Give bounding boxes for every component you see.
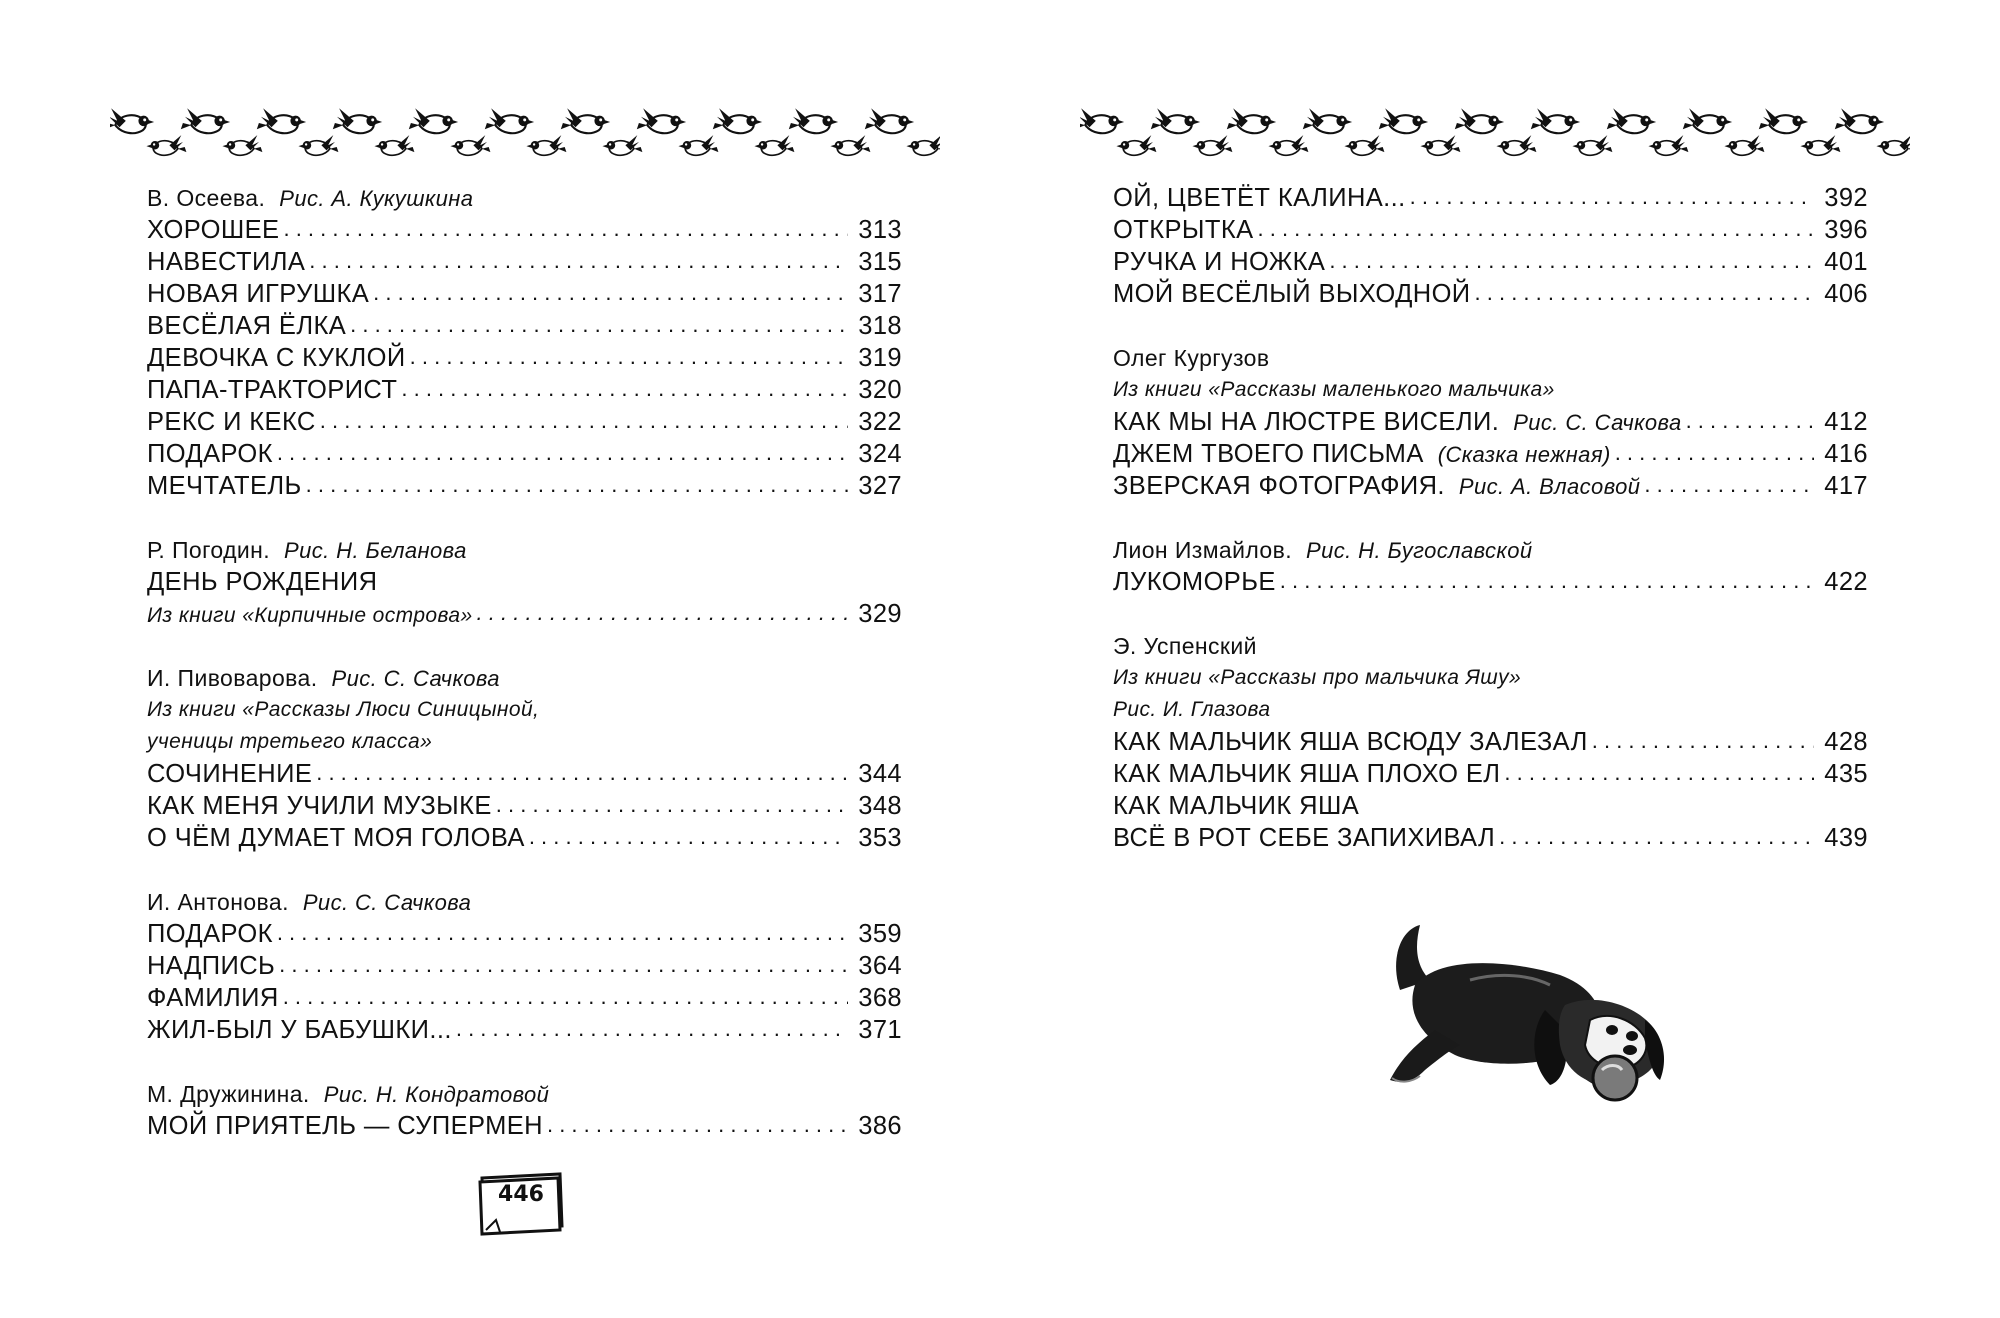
entry-title: МОЙ ВЕСЁЛЫЙ ВЫХОДНОЙ — [1113, 280, 1471, 308]
toc-entry[interactable] — [1113, 822, 1868, 854]
bird-icon — [1835, 108, 1884, 133]
toc-entry[interactable] — [147, 950, 902, 982]
bird-icon — [1151, 108, 1200, 133]
toc-entry[interactable] — [147, 470, 902, 502]
entry-title: ФАМИЛИЯ — [147, 984, 279, 1012]
bird-icon — [1303, 108, 1352, 133]
illustrator-credit: Рис. А. Кукушкина — [279, 186, 474, 211]
bird-icon — [1496, 135, 1536, 155]
bird-icon — [1268, 135, 1308, 155]
bird-icon — [257, 108, 306, 133]
book-subtitle — [147, 726, 902, 758]
entry-title: ПОДАРОК — [147, 920, 273, 948]
bird-icon — [1683, 108, 1732, 133]
entry-page-number: 344 — [858, 760, 902, 788]
toc-entry[interactable] — [147, 982, 902, 1014]
entry-page-number: 327 — [858, 472, 902, 500]
entry-title: МОЙ ПРИЯТЕЛЬ — СУПЕРМЕН — [147, 1112, 543, 1140]
bird-icon — [1379, 108, 1428, 133]
toc-entry[interactable] — [1113, 278, 1868, 310]
bird-icon — [602, 135, 642, 155]
bird-icon — [1572, 135, 1612, 155]
entry-page-number: 322 — [858, 408, 902, 436]
author-name: И. Пивоварова. — [147, 665, 318, 691]
entry-page-number: 353 — [858, 824, 902, 852]
entry-page-number: 401 — [1824, 248, 1868, 276]
entry-title: ЛУКОМОРЬЕ — [1113, 568, 1276, 596]
bird-icon — [409, 108, 458, 133]
toc-entry[interactable] — [147, 278, 902, 310]
entry-title: ХОРОШЕЕ — [147, 216, 280, 244]
bird-icon — [561, 108, 610, 133]
bird-icon — [526, 135, 566, 155]
bird-icon — [789, 108, 838, 133]
author-line — [147, 1078, 902, 1110]
author-name: И. Антонова. — [147, 889, 289, 915]
bird-icon — [1344, 135, 1384, 155]
author-name: М. Дружинина. — [147, 1081, 310, 1107]
entry-title: СОЧИНЕНИЕ — [147, 760, 313, 788]
table-of-contents-left — [147, 182, 902, 1142]
entry-note: (Сказка нежная) — [1437, 442, 1611, 467]
page-number: 446 — [498, 1182, 544, 1207]
toc-entry[interactable] — [1113, 246, 1868, 278]
entry-title: ОЙ, ЦВЕТЁТ КАЛИНА... — [1113, 184, 1406, 212]
bird-icon — [1607, 108, 1656, 133]
entry-title: НАДПИСЬ — [147, 952, 276, 980]
book-subtitle-text: Из книги «Рассказы про мальчика Яшу» — [1113, 666, 1522, 689]
illustrator-credit-text: Рис. И. Глазова — [1113, 698, 1271, 721]
entry-page-number: 392 — [1824, 184, 1868, 212]
author-name: Лион Измайлов. — [1113, 537, 1293, 563]
entry-page-number: 318 — [858, 312, 902, 340]
bird-icon — [713, 108, 762, 133]
entry-page-number: 428 — [1824, 728, 1868, 756]
bird-icon — [1648, 135, 1688, 155]
author-line — [147, 534, 902, 566]
entry-title: ВСЁ В РОТ СЕБЕ ЗАПИХИВАЛ — [1113, 824, 1496, 852]
entry-title: РЕКС И КЕКС — [147, 408, 316, 436]
bird-icon — [830, 135, 870, 155]
bird-icon — [333, 108, 382, 133]
bird-icon — [450, 135, 490, 155]
entry-title: МЕЧТАТЕЛЬ — [147, 472, 302, 500]
entry-title: ВЕСЁЛАЯ ЁЛКА — [147, 312, 347, 340]
illustrator-credit — [1113, 694, 1868, 726]
toc-entry[interactable] — [147, 342, 902, 374]
entry-note: Рис. С. Сачкова — [1513, 410, 1682, 435]
entry-page-number: 348 — [858, 792, 902, 820]
toc-entry[interactable] — [147, 758, 902, 790]
entry-title: КАК МЕНЯ УЧИЛИ МУЗЫКЕ — [147, 792, 492, 820]
entry-title: ПАПА-ТРАКТОРИСТ — [147, 376, 398, 404]
entry-title: РУЧКА И НОЖКА — [1113, 248, 1326, 276]
entry-page-number: 320 — [858, 376, 902, 404]
illustrator-credit: Рис. Н. Бугославской — [1306, 538, 1533, 563]
bird-icon — [906, 135, 940, 155]
bird-icon — [1724, 135, 1764, 155]
entry-title: ЗВЕРСКАЯ ФОТОГРАФИЯ. — [1113, 472, 1445, 500]
bird-icon — [298, 135, 338, 155]
toc-entry[interactable] — [147, 790, 902, 822]
toc-entry[interactable] — [147, 598, 902, 630]
bird-icon — [678, 135, 718, 155]
toc-entry[interactable] — [1113, 182, 1868, 214]
toc-entry[interactable] — [147, 374, 902, 406]
entry-page-number: 324 — [858, 440, 902, 468]
book-subtitle — [1113, 662, 1868, 694]
bird-icon — [146, 135, 186, 155]
entry-title: НОВАЯ ИГРУШКА — [147, 280, 370, 308]
entry-page-number: 412 — [1824, 408, 1868, 436]
book-subtitle — [1113, 374, 1868, 406]
entry-page-number: 319 — [858, 344, 902, 372]
toc-entry[interactable] — [147, 214, 902, 246]
entry-page-number: 371 — [858, 1016, 902, 1044]
bird-icon — [181, 108, 230, 133]
toc-entry[interactable] — [1113, 758, 1868, 790]
author-line — [147, 886, 902, 918]
entry-title: ДЕНЬ РОЖДЕНИЯ — [147, 568, 378, 596]
table-of-contents-right — [1113, 182, 1868, 854]
entry-page-number: 417 — [1824, 472, 1868, 500]
entry-page-number: 317 — [858, 280, 902, 308]
author-line — [1113, 630, 1868, 662]
bird-border-decoration — [110, 95, 940, 175]
toc-entry[interactable] — [147, 310, 902, 342]
toc-entry[interactable] — [147, 406, 902, 438]
page-number-badge — [476, 1168, 566, 1236]
entry-title: КАК МЫ НА ЛЮСТРЕ ВИСЕЛИ. — [1113, 408, 1500, 436]
toc-entry[interactable] — [1113, 406, 1868, 438]
entry-page-number: 313 — [858, 216, 902, 244]
author-name: В. Осеева. — [147, 185, 266, 211]
bird-border-decoration — [1080, 95, 1910, 175]
bird-icon — [110, 108, 154, 133]
toc-entry[interactable] — [147, 246, 902, 278]
bird-icon — [1080, 108, 1124, 133]
author-name: Олег Кургузов — [1113, 345, 1270, 371]
bird-icon — [222, 135, 262, 155]
bird-icon — [637, 108, 686, 133]
toc-heading — [147, 566, 902, 598]
entry-title: КАК МАЛЬЧИК ЯША — [1113, 792, 1360, 820]
entry-note: Рис. А. Власовой — [1458, 474, 1641, 499]
author-name: Р. Погодин. — [147, 537, 271, 563]
entry-page-number: 439 — [1824, 824, 1868, 852]
author-name: Э. Успенский — [1113, 633, 1257, 659]
entry-page-number: 396 — [1824, 216, 1868, 244]
entry-title: КАК МАЛЬЧИК ЯША ВСЮДУ ЗАЛЕЗАЛ — [1113, 728, 1588, 756]
book-subtitle-text: Из книги «Рассказы маленького мальчика» — [1113, 378, 1555, 401]
bird-icon — [1227, 108, 1276, 133]
bird-icon — [485, 108, 534, 133]
illustrator-credit: Рис. Н. Кондратовой — [323, 1082, 550, 1107]
toc-heading — [1113, 790, 1868, 822]
toc-entry[interactable] — [147, 822, 902, 854]
toc-entry[interactable] — [1113, 438, 1868, 470]
bird-icon — [1116, 135, 1156, 155]
entry-page-number: 406 — [1824, 280, 1868, 308]
entry-page-number: 329 — [858, 600, 902, 628]
book-subtitle: Из книги «Кирпичные острова» — [147, 604, 473, 627]
bird-icon — [1192, 135, 1232, 155]
entry-title: ОТКРЫТКА — [1113, 216, 1254, 244]
toc-entry[interactable] — [147, 1110, 902, 1142]
author-line — [1113, 342, 1868, 374]
entry-title: О ЧЁМ ДУМАЕТ МОЯ ГОЛОВА — [147, 824, 525, 852]
entry-page-number: 368 — [858, 984, 902, 1012]
bird-icon — [1420, 135, 1460, 155]
bird-icon — [1455, 108, 1504, 133]
book-subtitle — [147, 694, 902, 726]
entry-page-number: 435 — [1824, 760, 1868, 788]
illustrator-credit: Рис. С. Сачкова — [302, 890, 472, 915]
puppy-illustration — [1360, 880, 1700, 1120]
author-line — [1113, 534, 1868, 566]
entry-page-number: 416 — [1824, 440, 1868, 468]
author-line — [147, 182, 902, 214]
bird-icon — [1800, 135, 1840, 155]
bird-icon — [1531, 108, 1580, 133]
toc-entry[interactable] — [1113, 214, 1868, 246]
bird-icon — [1759, 108, 1808, 133]
entry-page-number: 422 — [1824, 568, 1868, 596]
book-subtitle-text: Из книги «Рассказы Люси Синицыной, — [147, 698, 540, 721]
toc-entry[interactable] — [1113, 566, 1868, 598]
entry-title: ДЖЕМ ТВОЕГО ПИСЬМА — [1113, 440, 1424, 468]
entry-page-number: 315 — [858, 248, 902, 276]
bird-icon — [1876, 135, 1910, 155]
entry-page-number: 359 — [858, 920, 902, 948]
illustrator-credit: Рис. С. Сачкова — [331, 666, 500, 691]
toc-entry[interactable] — [147, 438, 902, 470]
bird-icon — [754, 135, 794, 155]
toc-entry[interactable] — [1113, 470, 1868, 502]
toc-entry[interactable] — [147, 918, 902, 950]
entry-page-number: 386 — [858, 1112, 902, 1140]
right-page — [1000, 0, 2000, 1318]
toc-entry[interactable] — [147, 1014, 902, 1046]
bird-icon — [865, 108, 914, 133]
entry-title: НАВЕСТИЛА — [147, 248, 306, 276]
bird-icon — [374, 135, 414, 155]
entry-title: КАК МАЛЬЧИК ЯША ПЛОХО ЕЛ — [1113, 760, 1501, 788]
entry-title: ЖИЛ-БЫЛ У БАБУШКИ... — [147, 1016, 452, 1044]
toc-entry[interactable] — [1113, 726, 1868, 758]
author-line — [147, 662, 902, 694]
entry-page-number: 364 — [858, 952, 902, 980]
illustrator-credit: Рис. Н. Беланова — [284, 538, 467, 563]
entry-title: ДЕВОЧКА С КУКЛОЙ — [147, 344, 406, 372]
book-subtitle-text: ученицы третьего класса» — [147, 730, 433, 753]
entry-title: ПОДАРОК — [147, 440, 273, 468]
